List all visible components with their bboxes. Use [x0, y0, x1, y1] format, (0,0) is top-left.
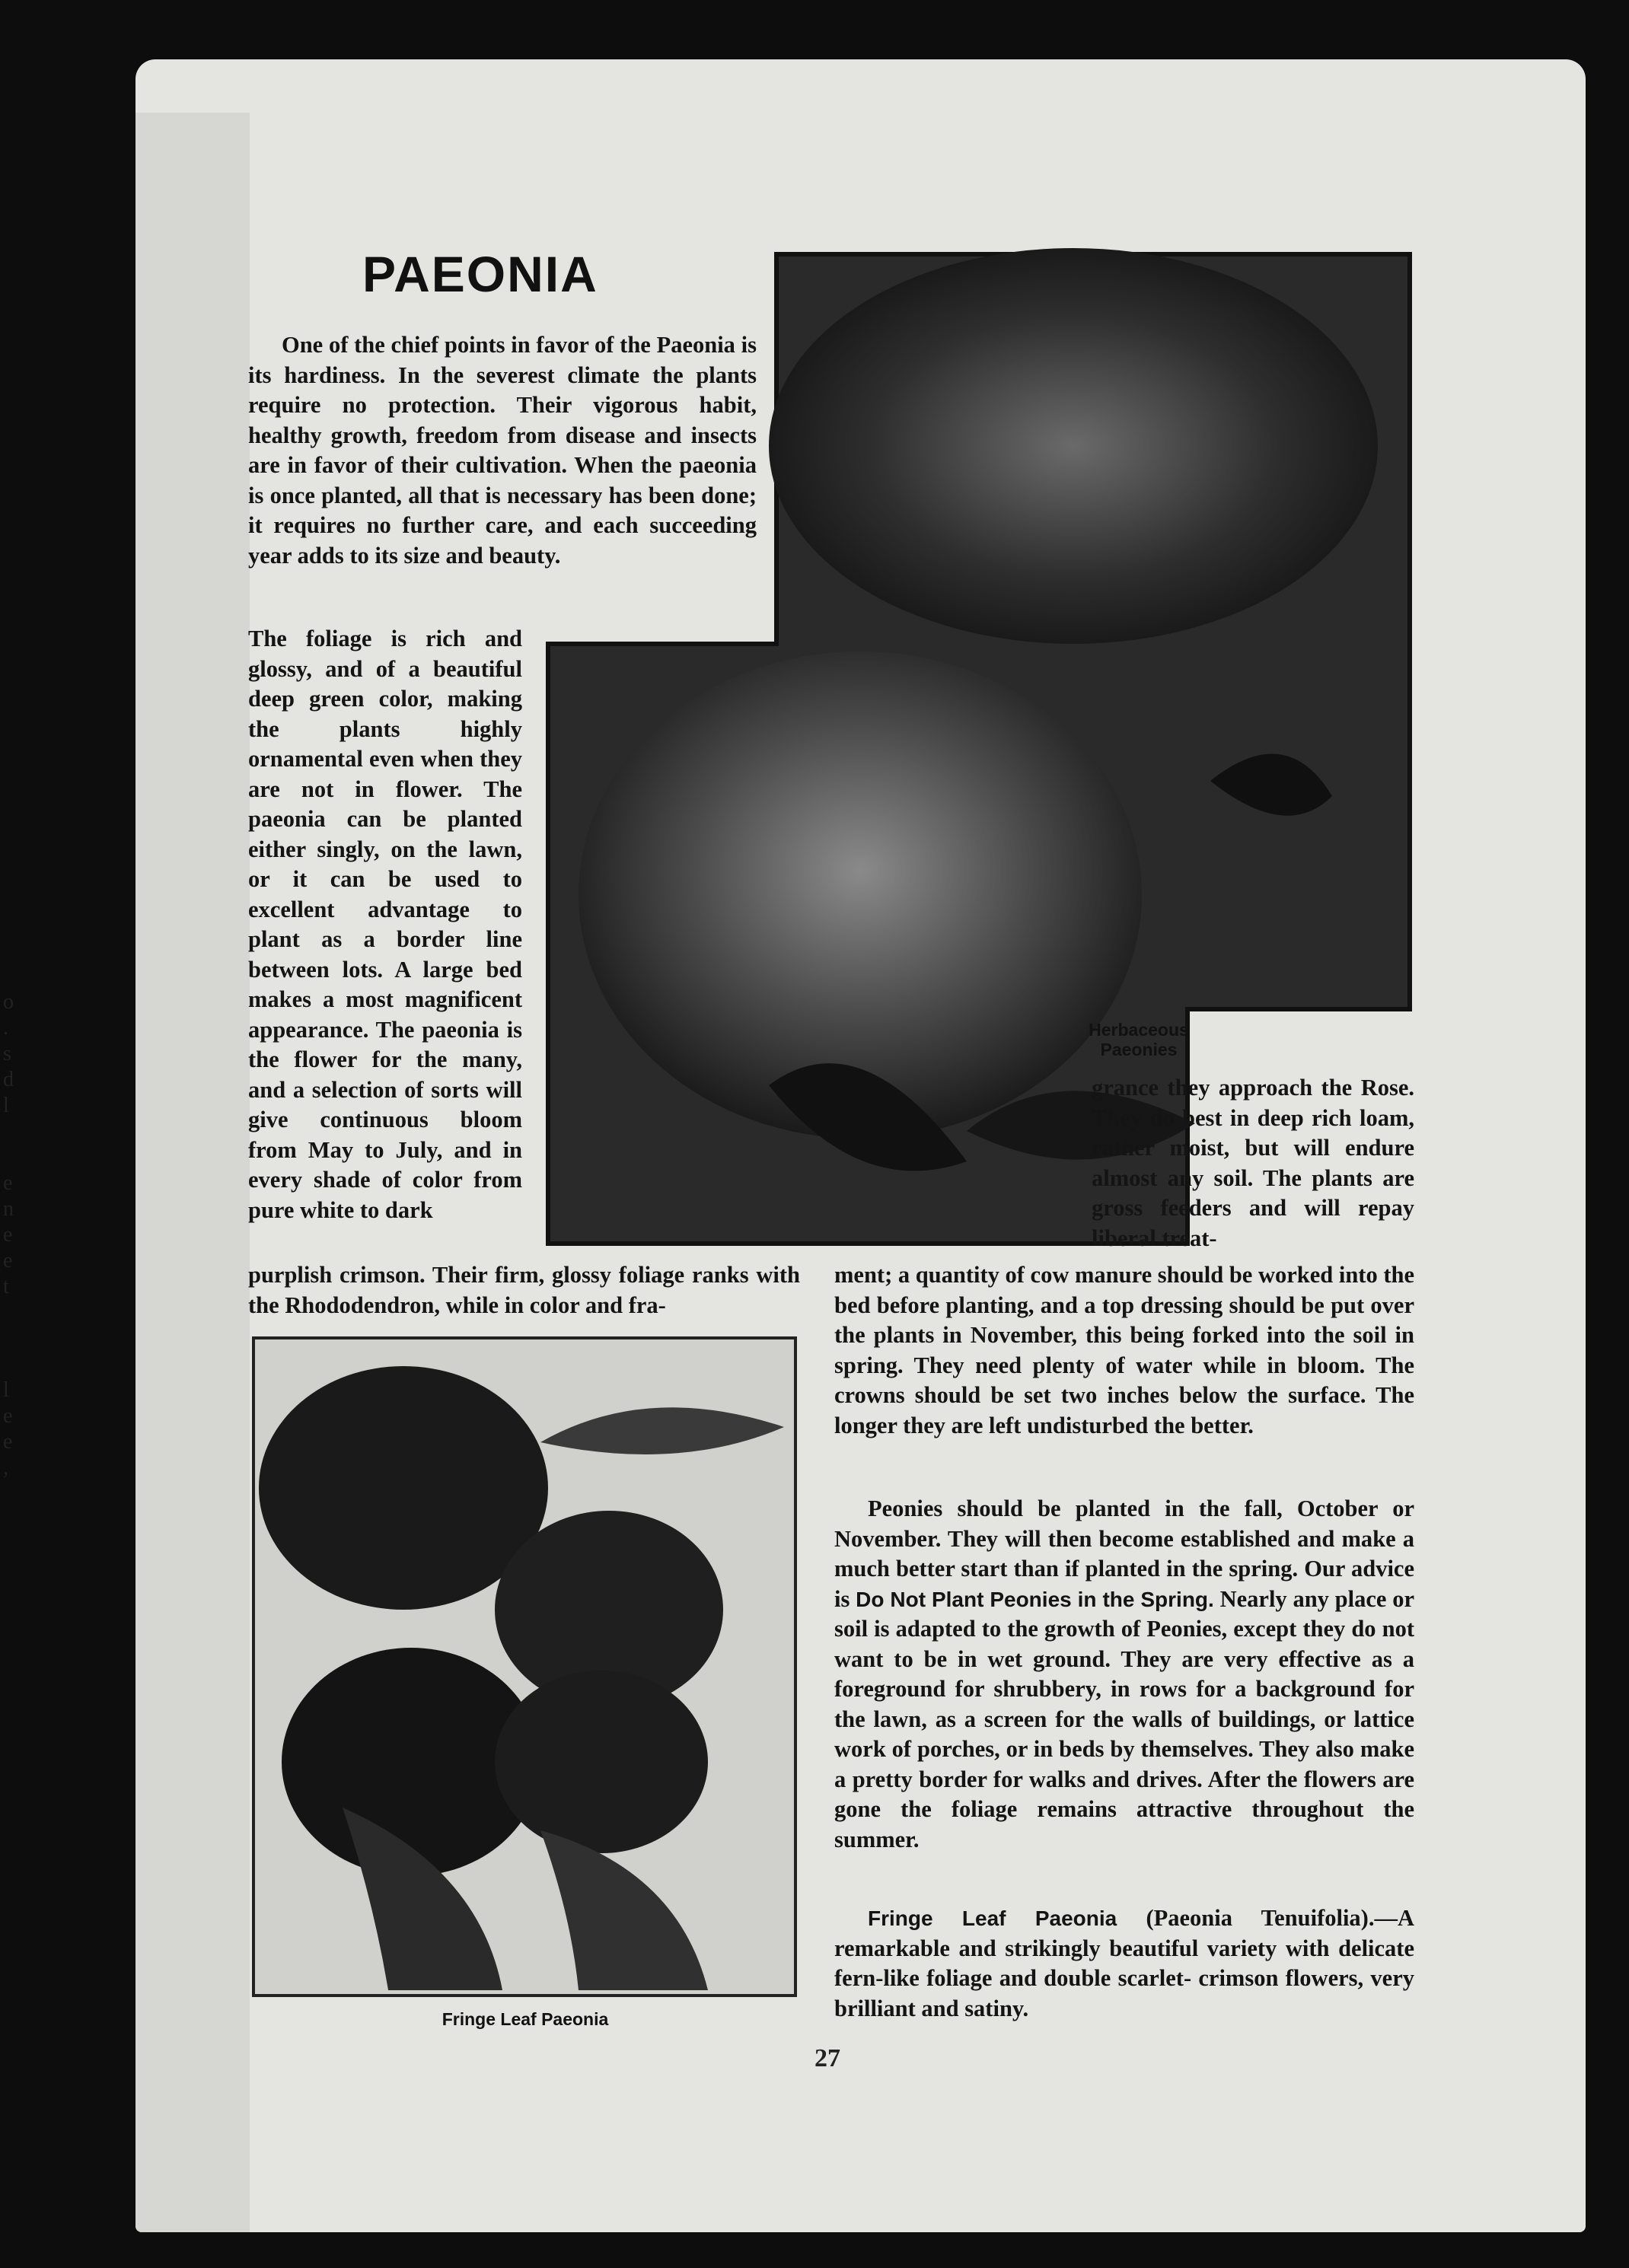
page-title: PAEONIA: [362, 246, 598, 302]
fringe-leaf-paragraph: Fringe Leaf Paeonia (Paeonia Tenuifolia).—A remarkable and strikingly beautiful variety with delicate fern-like foliage and double scarlet- crimson flowers, very brilliant and satiny.: [834, 1905, 1414, 2021]
adjacent-page-strip: [135, 113, 250, 2232]
herbaceous-caption: Herbaceous Paeonies: [1089, 1020, 1189, 1059]
adjacent-page-marks: o . s d l e n e e t l e e ,: [3, 990, 14, 1480]
foliage-paragraph: The foliage is rich and glossy, and of a beautiful deep green color, making the plants highly ornamental even when they are not in flower. The paeonia can be planted either singly, on the lawn, or it can be used to excellent advantage to plant as a border line between lots. A large bed makes a most magnificent appearance. The paeonia is the flower for the many, and a selection of sorts will give continuous bloom from May to July, and in every shade of color from pure white to dark: [248, 626, 522, 1223]
intro-paragraph: One of the chief points in favor of the Paeonia is its hardiness. In the severest climate the plants require no protection. Their vigorous habit, healthy growth, freedom from disease and insects are in favor of their cultivation. When the paeonia is once planted, all that is necessary has been done; it requires no further care, and each succeeding year adds to its size and beauty.: [248, 332, 757, 569]
planting-paragraph: Peonies should be planted in the fall, October or November. They will then become established and make a much better start than if planted in the spring. Our advice is Do Not Plant Peonies in the Spring. Nearly any place or soil is adapted to the growth of Peonies, except they do not want to be in wet ground. They are very effective as a foreground for shrubbery, in rows for a background for the lawn, as a screen for the walls of buildings, or lattice work of porches, or in beds by themselves. They also make a pretty border for walks and drives. After the flowers are gone the foliage remains attractive throughout the summer.: [834, 1496, 1415, 1852]
page-number: 27: [814, 2044, 840, 2072]
fringe-leaf-caption: Fringe Leaf Paeonia: [442, 2009, 609, 2029]
manure-paragraph: ment; a quantity of cow manure should be worked into the bed before planting, and a top dressing should be put over the plants in November, this being forked into the soil in spring. They need plenty of water while in bloom. The crowns should be set two inches below the surface. The longer they are left undisturbed the better.: [834, 1262, 1414, 1438]
foliage-continuation: purplish crimson. Their firm, glossy foliage ranks with the Rhododendron, while in color and fra-: [248, 1262, 800, 1318]
soil-paragraph: grance they approach the Rose. They do best in deep rich loam, rather moist, but will endure almost any soil. The plants are gross feeders and will repay liberal treat-: [1092, 1075, 1414, 1251]
fringe-leaf-paeonia-photo: [251, 1336, 798, 1998]
